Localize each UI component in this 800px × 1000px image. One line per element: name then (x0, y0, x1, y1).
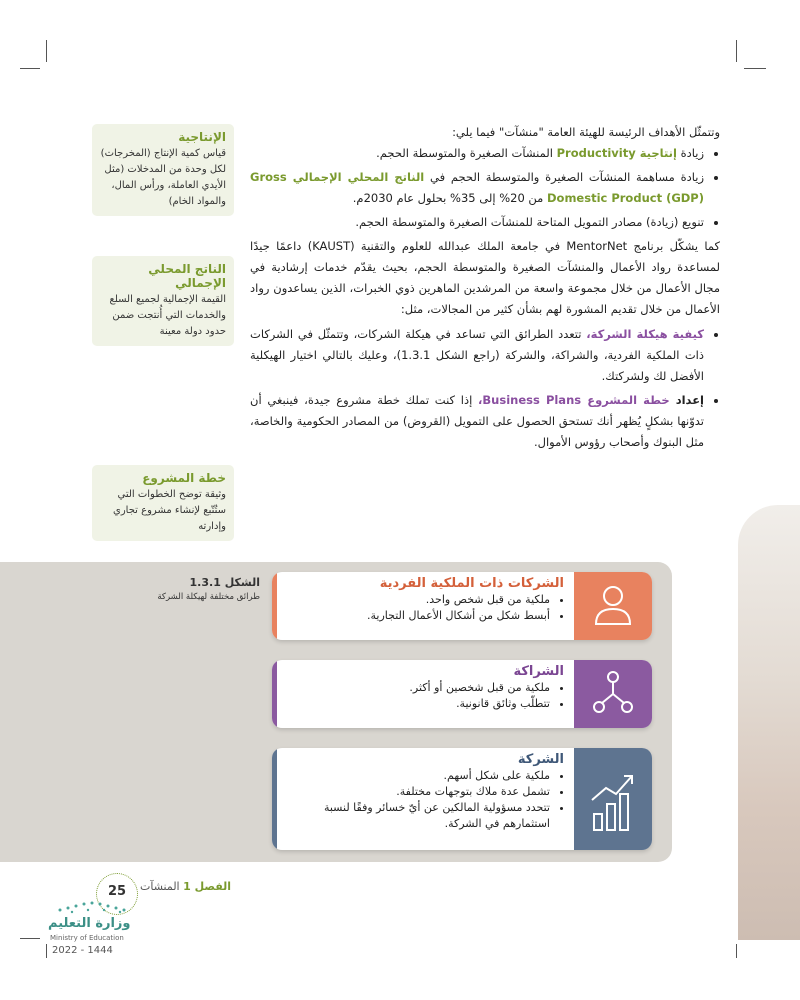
glossary-box-business-plan (92, 465, 234, 541)
ministry-name-ar: وزارة التعليم (48, 916, 131, 931)
list-item: • زيادة مساهمة المنشآت الصغيرة والمتوسطة الحجم في الناتج المحلي الإجمالي Gross Domestic Product (GDP) من 20% إلى 35% بحلول عام 2030م. (250, 167, 704, 209)
card-company (272, 748, 652, 850)
crop-mark (736, 944, 737, 958)
list-item: • زيادة إنتاجية Productivity المنشآت الصغيرة والمتوسطة الحجم. (250, 143, 704, 164)
mentor-paragraph: كما يشكّل برنامج MentorNet في جامعة الملك عبدالله للعلوم والتقنية (KAUST) داعمًا جيدًا لمساعدة رواد الأعمال والمنشآت الصغيرة والمتوسطة الحجم، بحيث يقدّم خدمات إرشادية في مجال الأعمال من خلال مجموعة واسعة من المرشدين الماهرين ذوي الخبرات، الذين يساعدون رواد الأعمال من خلال تقديم المشورة لهم بشأن كثير من المجالات، مثل: (250, 239, 720, 316)
figure-caption: طرائق مختلفة لهيكلة الشركة (157, 592, 260, 602)
goals-list (250, 143, 720, 233)
list-item: • إعداد خطة المشروع Business Plans، إذا كنت تملك خطة مشروع جيدة، فينبغي أن تدوّنها بشكلٍ يُظهر أنك تستحق الحصول على التمويل (القروض) من المصادر الحكومية والخاصة، مثل البنوك وأصحاب رؤوس الأموال. (250, 390, 704, 453)
crop-mark (20, 68, 40, 69)
glossary-body: القيمة الإجمالية لجميع السلع والخدمات التي أُنتجت ضمن حدود دولة معينة (109, 294, 226, 337)
glossary-box-gdp (92, 256, 234, 346)
crop-mark (736, 40, 737, 62)
intro-text: وتتمثّل الأهداف الرئيسة للهيئة العامة "منشآت" فيما يلي: (452, 125, 720, 139)
page-number: 25 (107, 884, 127, 899)
main-text-column (250, 122, 720, 456)
list-item: • تنويع (زيادة) مصادر التمويل المتاحة للمنشآت الصغيرة والمتوسطة الحجم. (250, 212, 704, 233)
card-title: الشراكة (513, 664, 564, 679)
crop-mark (46, 944, 47, 958)
figure-number: الشكل 1.3.1 (189, 576, 260, 589)
figure-label (120, 576, 260, 602)
crop-mark (46, 40, 47, 62)
glossary-body: قياس كمية الإنتاج (المخرجات) لكل وحدة من المدخلات (مثل الأيدي العاملة، ورأس المال، والمواد الخام) (100, 148, 226, 207)
glossary-title: الإنتاجية (178, 130, 226, 144)
list-item: • ملكية من قبل شخص واحد. (282, 592, 550, 608)
ministry-logo-dots (50, 898, 140, 914)
card-title: الشركات ذات الملكية الفردية (379, 576, 564, 591)
glossary-box-productivity (92, 124, 234, 216)
year-label: 2022 - 1444 (52, 945, 113, 956)
glossary-title: خطة المشروع (142, 471, 226, 485)
footer-chapter (140, 880, 231, 893)
list-item: • تتطلّب وثائق قانونية. (282, 696, 550, 712)
chapter-label: الفصل 1 (183, 880, 232, 893)
crop-mark (20, 938, 40, 939)
list-item: • أبسط شكل من أشكال الأعمال التجارية. (282, 608, 550, 624)
card-sole-proprietorship (272, 572, 652, 640)
person-photo (738, 505, 800, 940)
crop-mark (744, 68, 766, 69)
network-icon (574, 660, 652, 728)
card-partnership (272, 660, 652, 728)
list-item: • تشمل عدة ملاك بتوجهات مختلفة. (282, 784, 550, 800)
ministry-name-en: Ministry of Education (50, 934, 124, 942)
areas-list (250, 324, 720, 453)
glossary-body: وثيقة توضح الخطوات التي ستُتّبع لإنشاء مشروع تجاري وإدارته (113, 489, 226, 532)
person-icon (574, 572, 652, 640)
list-item: • تتحدد مسؤولية المالكين عن أيّ خسائر وفقًا لنسبة استثمارهم في الشركة. (282, 800, 550, 832)
card-title: الشركة (517, 752, 564, 767)
growth-chart-icon (574, 748, 652, 850)
glossary-title: الناتج المحلي الإجمالي (148, 262, 226, 290)
list-item: • ملكية على شكل أسهم. (282, 768, 550, 784)
list-item: • كيفية هيكلة الشركة، تتعدد الطرائق التي تساعد في هيكلة الشركات، وتتمثّل في الشركات ذات الملكية الفردية، والشراكة، والشركة (راجع الشكل 1.3.1)، وعليك بالتالي اختيار الهيكلية الأفضل لك ولشركتك. (250, 324, 704, 387)
list-item: • ملكية من قبل شخصين أو أكثر. (282, 680, 550, 696)
chapter-word: المنشآت (140, 880, 180, 893)
